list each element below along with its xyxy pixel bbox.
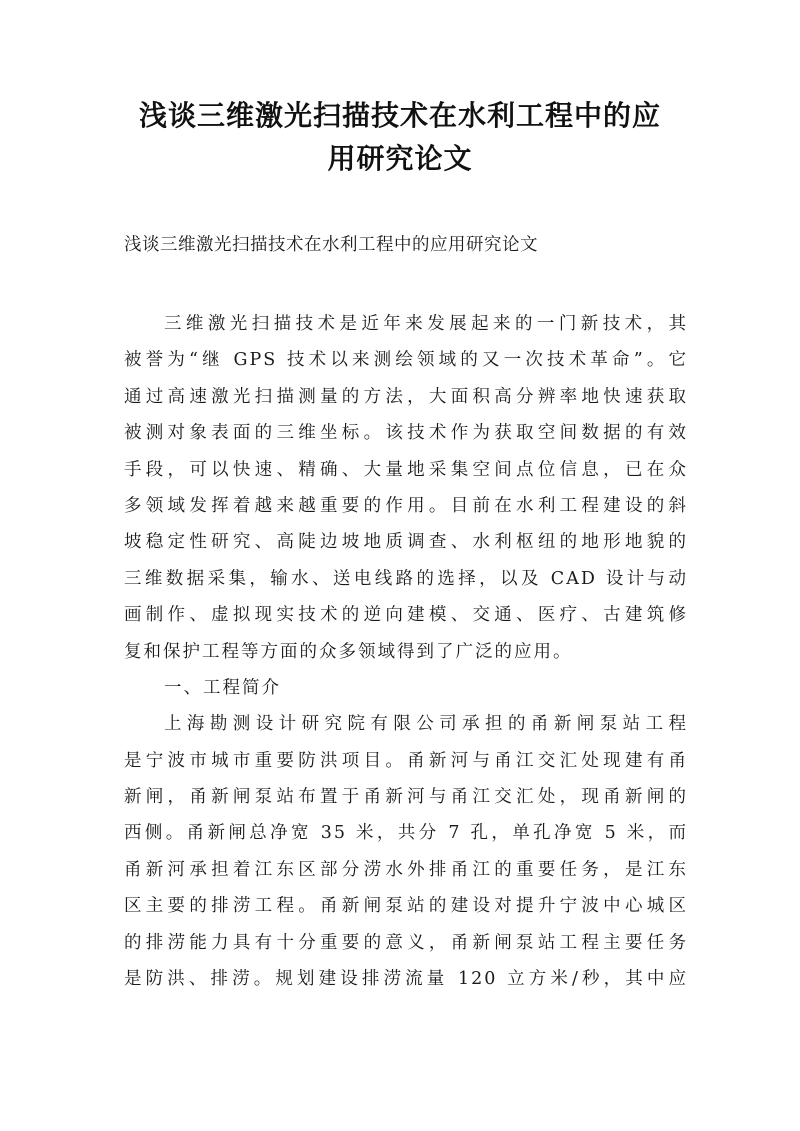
title-line-1: 浅谈三维激光扫描技术在水利工程中的应 [138, 99, 661, 132]
body-line: 是防洪、排涝。规划建设排涝流量 120 立方米/秒，其中应 [124, 969, 688, 990]
body-line: 通过高速激光扫描测量的方法，大面积高分辨率地快速获取 [124, 386, 688, 407]
document-subtitle: 浅谈三维激光扫描技术在水利工程中的应用研究论文 [124, 235, 538, 255]
body-line: 是宁波市城市重要防洪项目。甬新河与甬江交汇处现建有甬 [124, 750, 688, 771]
body-line: 甬新河承担着江东区部分涝水外排甬江的重要任务，是江东 [124, 859, 688, 880]
body-line: 区主要的排涝工程。甬新闸泵站的建设对提升宁波中心城区 [124, 896, 688, 917]
body-line: 坡稳定性研究、高陡边坡地质调查、水利枢纽的地形地貌的 [124, 532, 688, 553]
body-line: 新闸，甬新闸泵站布置于甬新河与甬江交汇处，现甬新闸的 [124, 787, 688, 808]
body-line: 画制作、虚拟现实技术的逆向建模、交通、医疗、古建筑修 [124, 605, 688, 626]
body-line: 被测对象表面的三维坐标。该技术作为获取空间数据的有效 [124, 423, 688, 444]
body-line: 三维数据采集，输水、送电线路的选择，以及 CAD 设计与动 [124, 568, 688, 589]
document-title [110, 94, 690, 180]
body-line: 的排涝能力具有十分重要的意义，甬新闸泵站工程主要任务 [124, 932, 688, 953]
body-line: 上海勘测设计研究院有限公司承担的甬新闸泵站工程 [164, 714, 688, 735]
title-line-2: 用研究论文 [327, 142, 473, 175]
body-line: 三维激光扫描技术是近年来发展起来的一门新技术，其 [164, 314, 688, 334]
body-line: 被誉为“继 GPS 技术以来测绘领域的又一次技术革命”。它 [124, 350, 688, 371]
body-line: 多领域发挥着越来越重要的作用。目前在水利工程建设的斜 [124, 495, 688, 516]
document-body [124, 306, 688, 997]
section-heading: 一、工程简介 [164, 677, 281, 698]
body-line: 复和保护工程等方面的众多领域得到了广泛的应用。 [124, 641, 573, 662]
body-line: 西侧。甬新闸总净宽 35 米，共分 7 孔，单孔净宽 5 米，而 [124, 823, 688, 844]
body-line: 手段，可以快速、精确、大量地采集空间点位信息，已在众 [124, 459, 688, 480]
